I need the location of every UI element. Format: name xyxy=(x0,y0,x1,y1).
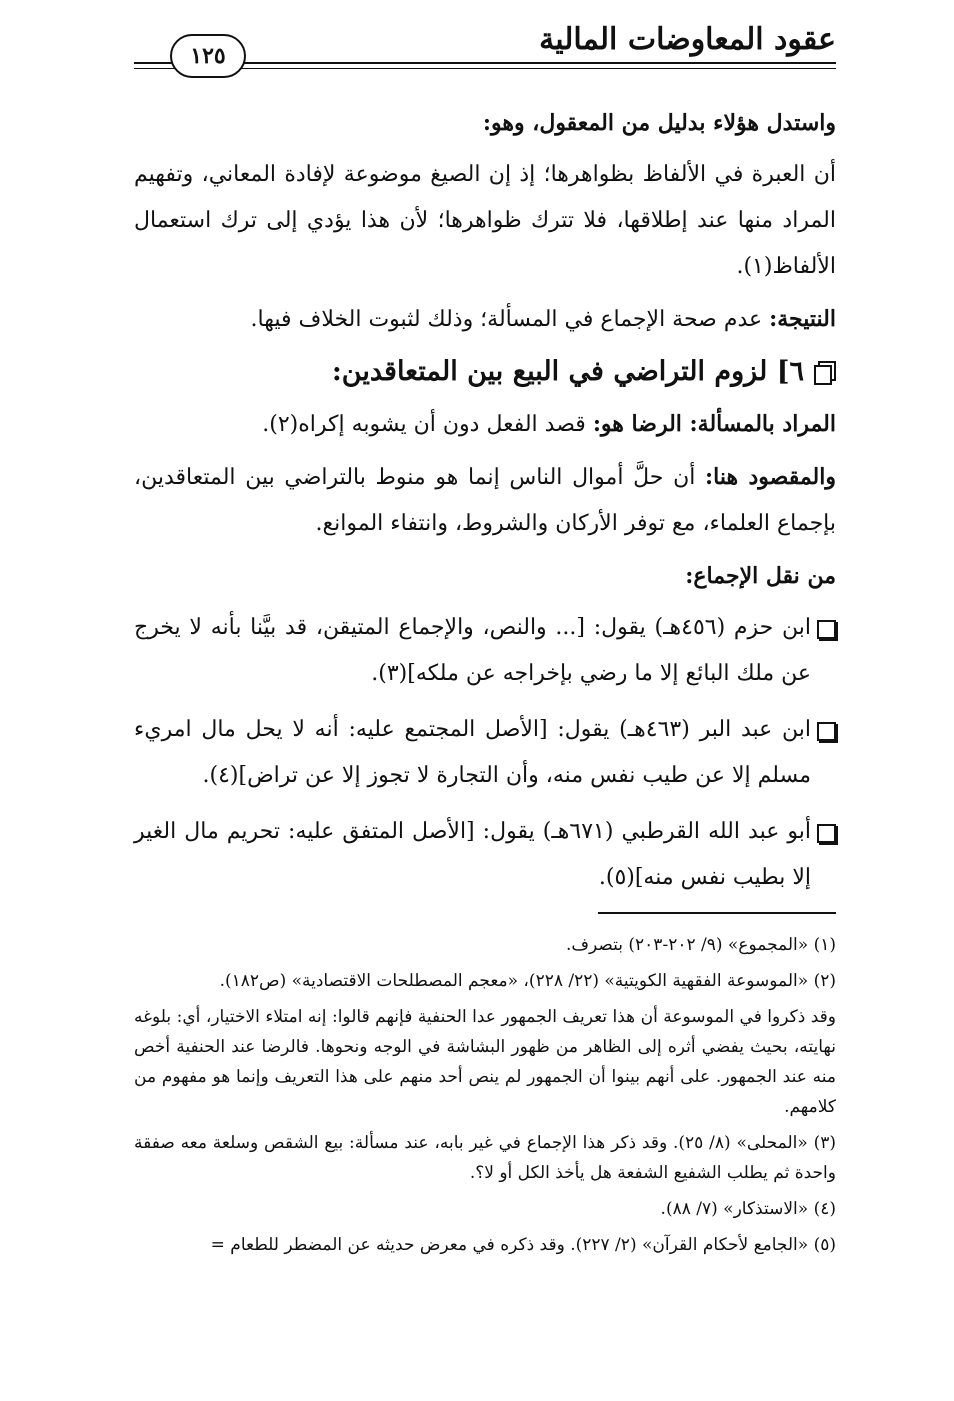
result-text: عدم صحة الإجماع في المسألة؛ وذلك لثبوت الخلاف فيها. xyxy=(250,307,770,332)
section-heading-text: ٦] لزوم التراضي في البيع بين المتعاقدين: xyxy=(331,356,804,387)
running-header-title: عقود المعاوضات المالية xyxy=(539,22,836,57)
pages-icon xyxy=(814,361,836,383)
intended-label: والمقصود هنا: xyxy=(705,464,836,490)
quote-item xyxy=(134,707,836,799)
checkbox-bullet-icon xyxy=(817,722,836,741)
paragraph-intended xyxy=(134,454,836,547)
footnote-5: (٥) «الجامع لأحكام القرآن» (٢/ ٢٢٧). وقد ذكره في معرض حديثه عن المضطر للطعام = xyxy=(210,1235,836,1255)
main-text xyxy=(134,100,836,911)
paragraph-meaning xyxy=(134,401,836,448)
footnote-2: (٢) «الموسوعة الفقهية الكويتية» (٢٢/ ٢٢٨)، «معجم المصطلحات الاقتصادية» (ص١٨٢). xyxy=(219,971,836,991)
result-label: النتيجة: xyxy=(769,306,836,332)
footnote-4: (٤) «الاستذكار» (٧/ ٨٨). xyxy=(660,1199,836,1219)
paragraph-argument: أن العبرة في الألفاظ بظواهرها؛ إذ إن الصيغ موضوعة لإفادة المعاني، وتفهيم المراد منها عند إطلاقها، فلا تترك ظواهرها؛ لأن هذا يؤدي إلى ترك استعمال الألفاظ(١). xyxy=(134,162,836,279)
page-number: ١٢٥ xyxy=(170,34,246,78)
footnotes xyxy=(134,930,836,1266)
quote-text: ابن عبد البر (٤٦٣هـ) يقول: [الأصل المجتمع عليه: أنه لا يحل مال امريء مسلم إلا عن طيب نفس منه، وأن التجارة لا تجوز إلا عن تراض](٤). xyxy=(134,717,812,788)
paragraph-result xyxy=(134,296,836,343)
section-heading xyxy=(134,349,836,395)
quote-text: أبو عبد الله القرطبي (٦٧١هـ) يقول: [الأصل المتفق عليه: تحريم مال الغير إلا بطيب نفس منه](٥). xyxy=(134,819,811,890)
meaning-label: المراد بالمسألة: الرضا هو: xyxy=(592,411,836,437)
footnote-2-continuation: وقد ذكروا في الموسوعة أن هذا تعريف الجمهور عدا الحنفية فإنهم قالوا: إنه امتلاء الاختيار، أي: بلوغه نهايته، بحيث يفضي أثره إلى الظاهر من ظهور البشاشة في الوجه ونحوها. فالرضا عند الحنفية أخص منه عند الجمهور. على أنهم بينوا أن الجمهور لم ينص أحد منهم على هذا التعريف وإنما هو مفهوم من كلامهم. xyxy=(134,1007,836,1117)
meaning-text: قصد الفعل دون أن يشوبه إكراه(٢). xyxy=(262,412,593,437)
quote-item xyxy=(134,809,836,901)
transmitted-heading: من نقل الإجماع: xyxy=(685,563,836,589)
quote-text: ابن حزم (٤٥٦هـ) يقول: [... والنص، والإجماع المتيقن، قد بيَّنا بأنه لا يخرج عن ملك البائع إلا ما رضي بإخراجه عن ملكه](٣). xyxy=(134,615,811,686)
footnote-separator xyxy=(598,912,836,914)
checkbox-bullet-icon xyxy=(817,620,836,639)
paragraph-argument-intro: واستدل هؤلاء بدليل من المعقول، وهو: xyxy=(482,110,836,136)
quote-item xyxy=(134,605,836,697)
checkbox-bullet-icon xyxy=(817,824,836,843)
footnote-1: (١) «المجموع» (٩/ ٢٠٢-٢٠٣) بتصرف. xyxy=(565,935,836,955)
footnote-3: (٣) «المحلى» (٨/ ٢٥). وقد ذكر هذا الإجماع في غير بابه، عند مسألة: بيع الشقص وسلعة معه صفقة واحدة ثم يطلب الشفيع الشفعة هل يأخذ الكل أو لا؟. xyxy=(134,1133,836,1183)
intended-text: أن حلَّ أموال الناس إنما هو منوط بالتراضي بين المتعاقدين، بإجماع العلماء، مع توفر الأركان والشروط، وانتفاء الموانع. xyxy=(134,465,836,536)
